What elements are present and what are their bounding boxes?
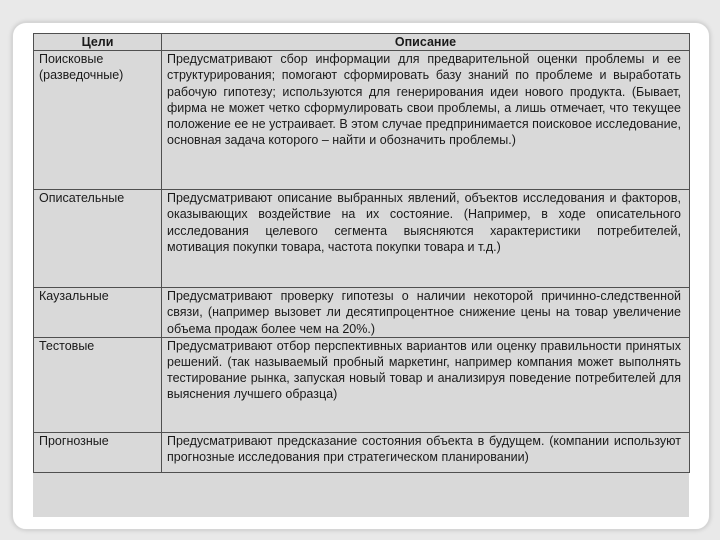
slide [12, 22, 710, 530]
table-row [34, 337, 690, 432]
header-row [34, 34, 690, 51]
table-header [34, 34, 690, 51]
description-cell: Предусматривают сбор информации для предварительной оценки проблемы и ее структурирования; помогают сформировать базу знаний по проблеме и выработать рабочую гипотезу; используются для генерирования идеи нового продукта. (Бывает, фирма не может четко сформулировать свои проблемы, а лишь отмечает, что текущее положение ее не устраивает. В этом случае предпринимается поисковое исследование, основная задача которого – найти и обозначить проблемы.) [162, 51, 690, 190]
goal-cell: Описательные [34, 190, 162, 288]
goal-cell: Каузальные [34, 288, 162, 338]
header-goals: Цели [34, 34, 162, 51]
table-row [34, 288, 690, 338]
goal-cell [34, 51, 162, 190]
description-cell: Предусматривают описание выбранных явлений, объектов исследования и факторов, оказывающих воздействие на их состояние. (Например, в ходе описательного исследования целевого сегмента выясняются характеристики потребителей, мотивация покупки товара, частота покупки товара и т.д.) [162, 190, 690, 288]
table-row [34, 51, 690, 190]
description-cell: Предусматривают предсказание состояния объекта в будущем. (компании используют прогнозные исследования при стратегическом планировании) [162, 432, 690, 472]
goal-label: Поисковые [39, 52, 104, 67]
goal-sublabel: (разведочные) [39, 68, 124, 83]
research-goals-table [33, 33, 690, 473]
table-container [33, 33, 689, 517]
table-row [34, 190, 690, 288]
table-row [34, 432, 690, 472]
description-cell: Предусматривают отбор перспективных вариантов или оценку правильности принятых решений. (так называемый пробный маркетинг, например компания может выполнять тестирование рынка, запуская новый товар и анализируя поведение потребителей для выяснения лучшего образца) [162, 337, 690, 432]
goal-cell: Прогнозные [34, 432, 162, 472]
header-description: Описание [162, 34, 690, 51]
description-cell: Предусматривают проверку гипотезы о наличии некоторой причинно-следственной связи, (например вызовет ли десятипроцентное снижение цены на товар увеличение объема продаж более чем на 20%.) [162, 288, 690, 338]
goal-cell: Тестовые [34, 337, 162, 432]
